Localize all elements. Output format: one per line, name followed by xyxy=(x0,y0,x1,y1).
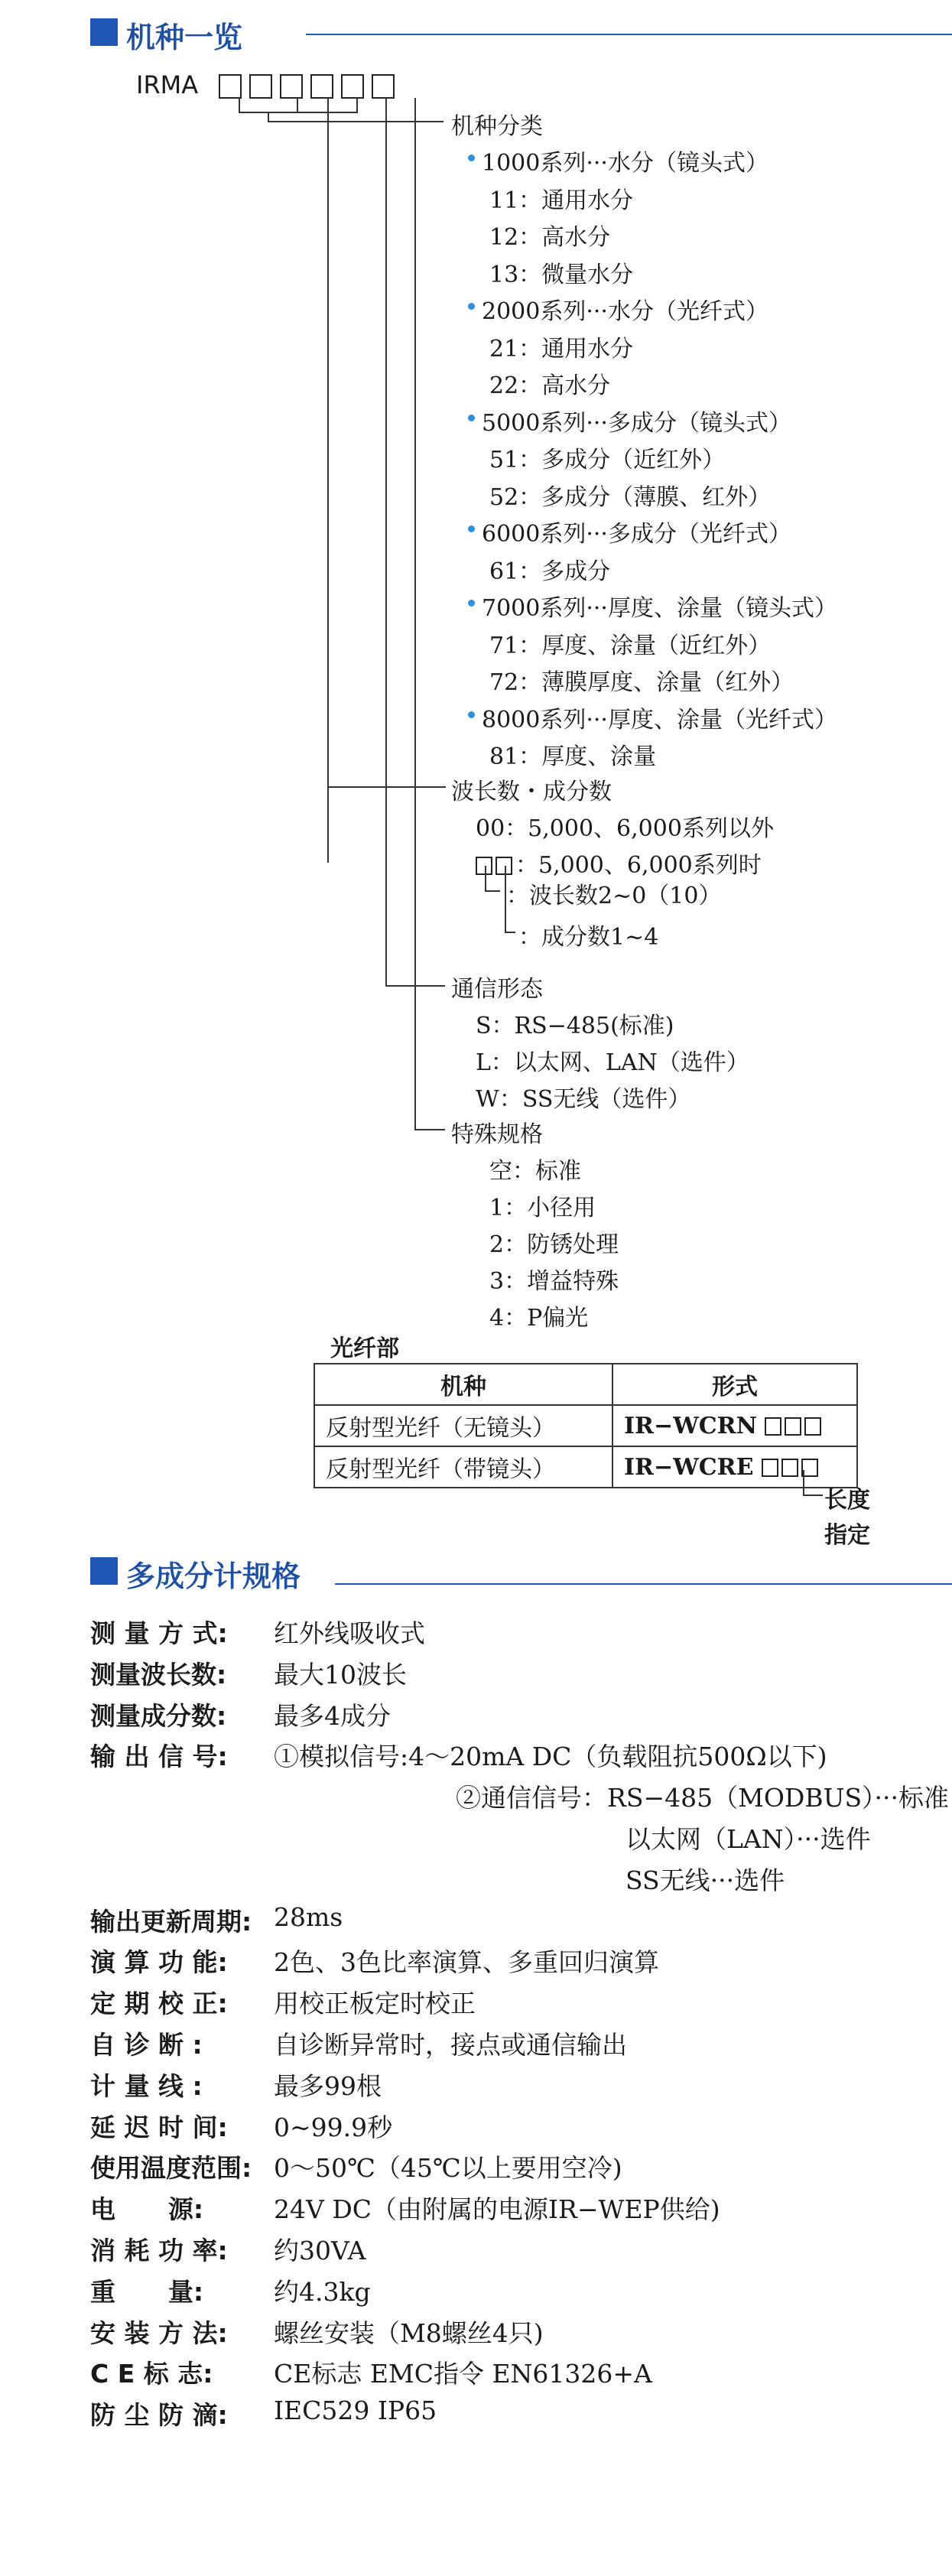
wavelength-line-2-text: ：5,000、6,000系列时 xyxy=(515,852,762,879)
list-item: 21：通用水分 xyxy=(489,335,634,363)
spec-value: 红外线吸收式 xyxy=(274,1618,425,1648)
spec-value: SS无线···选件 xyxy=(625,1865,785,1895)
code-box xyxy=(495,857,512,875)
spec-value: IEC529 IP65 xyxy=(274,2395,437,2426)
bullet-dot xyxy=(468,303,475,310)
list-item: 22：高水分 xyxy=(489,372,611,399)
section-square-icon xyxy=(90,1557,118,1585)
list-item: 4：P偏光 xyxy=(489,1305,589,1332)
spec-label: 自 诊 断 : xyxy=(90,2030,203,2060)
spec-value: 最大10波长 xyxy=(274,1659,407,1690)
section-rule xyxy=(306,34,952,35)
spec-row xyxy=(90,2314,544,2350)
spec-label: 定 期 校 正: xyxy=(90,1989,228,2019)
fiber-col-model: 机种 xyxy=(314,1364,612,1405)
spec-value: 螺丝安装（M8螺丝4只) xyxy=(274,2317,544,2348)
spec-row xyxy=(90,1984,476,2020)
spec-value: 28ms xyxy=(274,1901,343,1932)
bullet-dot xyxy=(468,525,475,532)
list-item: 5000系列···多成分（镜头式） xyxy=(482,409,791,437)
spec-value: 自诊断异常时，接点或通信输出 xyxy=(274,2030,627,2060)
spec-label: 使用温度范围: xyxy=(90,2153,252,2184)
spec-label: 测 量 方 式: xyxy=(90,1618,228,1648)
list-item: 72：薄膜厚度、涂量（红外） xyxy=(489,669,794,696)
fiber-row-name: 反射型光纤（无镜头） xyxy=(314,1405,612,1446)
spec-value: 0～50℃（45℃以上要用空冷) xyxy=(274,2153,622,2184)
spec-value: CE标志 EMC指令 EN61326+A xyxy=(274,2359,652,2389)
list-item: 81：厚度、涂量 xyxy=(489,743,657,770)
code-box xyxy=(781,1459,798,1477)
section-square-icon xyxy=(90,18,118,46)
section-title-specs: 多成分计规格 xyxy=(126,1560,301,1593)
spec-value: 24V DC（由附属的电源IR−WEP供给) xyxy=(274,2194,720,2225)
list-item: 51：多成分（近红外） xyxy=(489,447,726,473)
spec-label: 输出更新周期: xyxy=(90,1906,252,1937)
spec-row xyxy=(90,2272,371,2308)
list-item: 3：增益特殊 xyxy=(489,1268,619,1295)
wavelength-line-1: 00：5,000、6,000系列以外 xyxy=(476,815,774,842)
spec-label: 安 装 方 法: xyxy=(90,2317,228,2348)
list-item: 52：多成分（薄膜、红外） xyxy=(489,483,772,511)
spec-value: ①模拟信号:4～20mA DC（负载阻抗500Ω以下) xyxy=(274,1742,827,1772)
group-heading-special: 特殊规格 xyxy=(451,1121,543,1148)
table-row xyxy=(314,1446,857,1488)
model-code xyxy=(136,70,402,99)
spec-value: 以太网（LAN）···选件 xyxy=(625,1824,871,1854)
code-box xyxy=(372,74,395,99)
fiber-note-2: 指定 xyxy=(824,1522,870,1549)
code-box xyxy=(762,1459,778,1477)
spec-value: 最多4成分 xyxy=(274,1700,391,1731)
bullet-dot xyxy=(468,600,475,607)
spec-value: 用校正板定时校正 xyxy=(274,1989,476,2019)
list-item: 空：标准 xyxy=(489,1158,581,1185)
spec-value: 约30VA xyxy=(274,2236,366,2265)
list-item: 71：厚度、涂量（近红外） xyxy=(489,632,772,659)
list-item: 1：小径用 xyxy=(489,1195,596,1221)
fiber-col-code: 形式 xyxy=(612,1364,857,1405)
list-item: 7000系列···厚度、涂量（镜头式） xyxy=(482,595,837,622)
list-item: 1000系列···水分（镜头式） xyxy=(482,150,768,177)
code-box xyxy=(249,74,272,99)
code-box xyxy=(476,857,492,875)
spec-row xyxy=(90,1655,407,1691)
spec-row xyxy=(90,2190,720,2226)
spec-value: 最多99根 xyxy=(274,2070,382,2101)
code-box xyxy=(310,74,333,99)
code-box xyxy=(765,1417,781,1436)
list-item: L：以太网、LAN（选件） xyxy=(476,1049,749,1076)
spec-row xyxy=(90,1943,659,1979)
list-item: 2：防锈处理 xyxy=(489,1231,619,1258)
group-heading-wavelength: 波长数・成分数 xyxy=(451,779,612,805)
spec-value: 约4.3kg xyxy=(274,2276,371,2307)
fiber-row-name: 反射型光纤（带镜头） xyxy=(314,1446,612,1488)
section-title-models: 机种一览 xyxy=(126,21,243,54)
list-item: 61：多成分 xyxy=(489,558,611,585)
list-item: 2000系列···水分（光纤式） xyxy=(482,298,768,325)
spec-label: 延 迟 时 间: xyxy=(90,2112,228,2142)
spec-row xyxy=(90,2354,652,2390)
list-item: 8000系列···厚度、涂量（光纤式） xyxy=(482,706,837,733)
fiber-row-code-cell xyxy=(612,1446,857,1488)
fiber-row-code: IR−WCRE xyxy=(624,1453,754,1481)
code-box xyxy=(280,74,303,99)
bullet-dot xyxy=(468,415,475,421)
code-box xyxy=(219,74,242,99)
spec-row xyxy=(90,2231,366,2267)
spec-label: C E 标 志: xyxy=(90,2359,213,2389)
spec-row xyxy=(90,1901,343,1938)
fiber-note-1: 长度 xyxy=(824,1487,870,1514)
bullet-dot xyxy=(468,154,475,161)
list-item: 13：微量水分 xyxy=(489,261,634,288)
table-row xyxy=(314,1405,857,1446)
spec-label: 消 耗 功 率: xyxy=(90,2236,228,2265)
model-prefix: IRMA xyxy=(136,70,199,99)
wavelength-line-2 xyxy=(476,846,762,880)
spec-row xyxy=(90,2148,622,2184)
wavelength-sub-1: ：波长数2~0（10） xyxy=(506,883,722,909)
spec-row xyxy=(90,2108,393,2144)
spec-value: ②通信信号：RS−485（MODBUS）···标准 xyxy=(456,1783,950,1813)
wavelength-sub-2: ：成分数1~4 xyxy=(518,924,659,951)
spec-row xyxy=(90,1614,425,1650)
spec-row xyxy=(90,2395,437,2431)
list-item: W：SS无线（选件） xyxy=(476,1086,691,1113)
spec-label: 测量成分数: xyxy=(90,1700,227,1731)
spec-row xyxy=(90,1696,391,1732)
list-item: S：RS−485(标准) xyxy=(476,1013,674,1039)
spec-label: 输 出 信 号: xyxy=(90,1742,228,1772)
spec-label: 计 量 线 : xyxy=(90,2070,203,2101)
code-box xyxy=(804,1417,821,1436)
spec-label: 电 源: xyxy=(90,2194,204,2225)
bullet-dot xyxy=(468,711,475,718)
spec-label: 重 量: xyxy=(90,2276,204,2307)
spec-label: 防 尘 防 滴: xyxy=(90,2400,228,2431)
spec-value: 0~99.9秒 xyxy=(274,2112,393,2142)
list-item: 12：高水分 xyxy=(489,224,611,251)
fiber-table xyxy=(314,1363,858,1488)
list-item: 11：通用水分 xyxy=(489,187,634,214)
fiber-heading: 光纤部 xyxy=(330,1335,399,1362)
spec-value: 2色、3色比率演算、多重回归演算 xyxy=(274,1947,659,1978)
list-item: 6000系列···多成分（光纤式） xyxy=(482,521,791,548)
section-rule xyxy=(335,1583,952,1585)
spec-label: 测量波长数: xyxy=(90,1659,227,1690)
spec-row xyxy=(90,2025,627,2061)
code-box xyxy=(341,74,364,99)
spec-row xyxy=(90,1737,827,1773)
fiber-row-code-cell xyxy=(612,1405,857,1446)
spec-row xyxy=(90,2067,382,2103)
spec-label: 演 算 功 能: xyxy=(90,1947,228,1978)
code-box xyxy=(785,1417,801,1436)
group-heading-type: 机种分类 xyxy=(451,113,543,140)
fiber-row-code: IR−WCRN xyxy=(624,1412,758,1439)
group-heading-comm: 通信形态 xyxy=(451,976,543,1003)
